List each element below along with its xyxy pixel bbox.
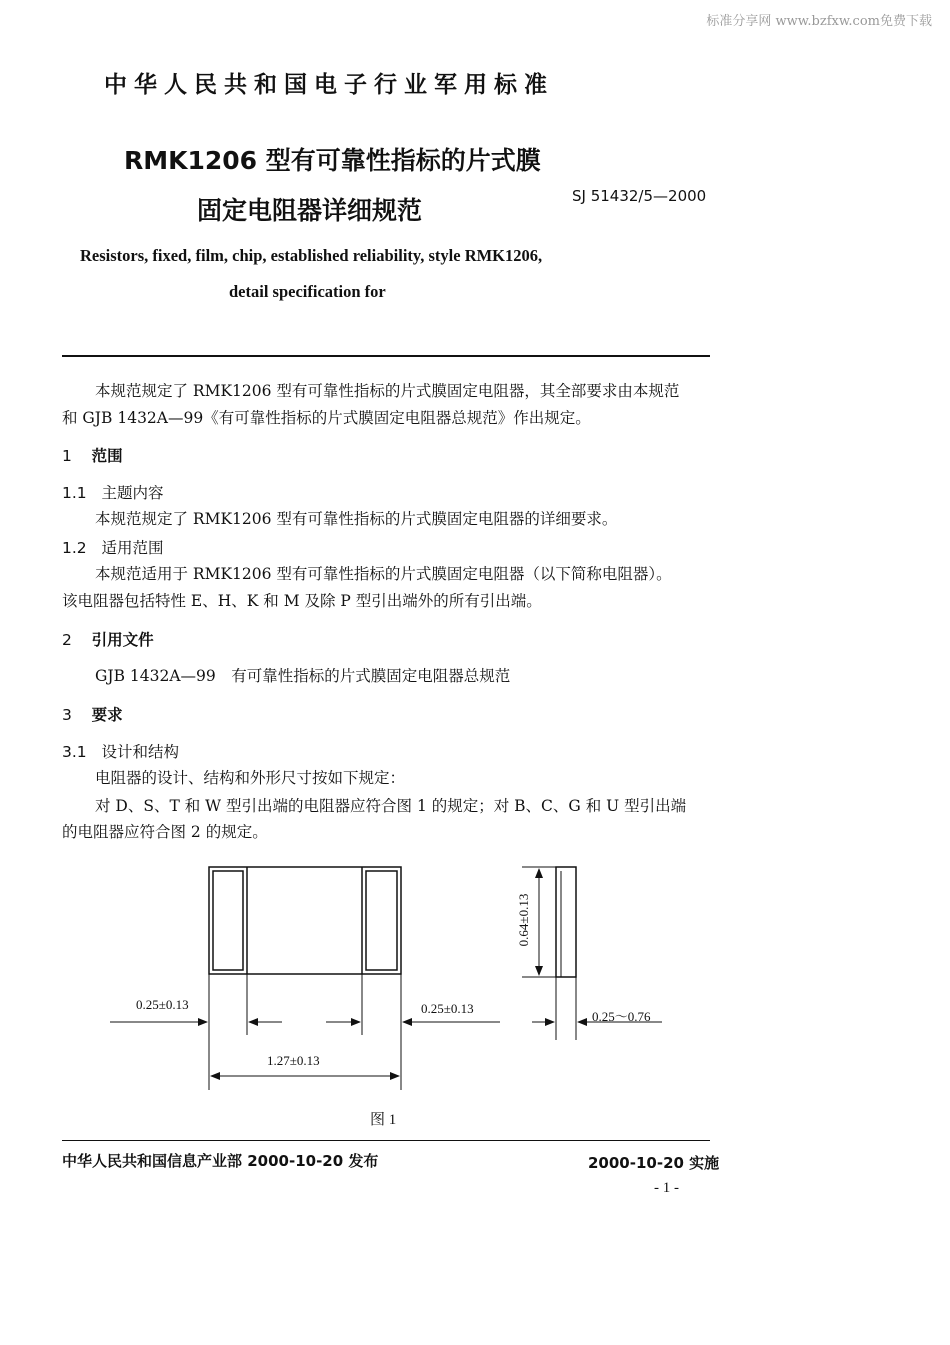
figure-caption: 图 1 [370,1112,397,1128]
section-1-1-title: 主题内容 [101,484,164,502]
dimension-left-label: 0.25±0.13 [136,997,189,1012]
standard-number: SJ 51432/5—2000 [572,187,707,205]
dimension-length-label: 1.27±0.13 [267,1053,320,1068]
issue-statement: 中华人民共和国信息产业部 2000-10-20 发布 [62,1152,379,1170]
dimension-side-label: 0.25～0.76 [592,1009,651,1024]
effective-date: 2000-10-20 实施 [588,1154,720,1172]
standard-body-title: 中华人民共和国电子行业军用标准 [104,72,554,98]
section-1-1-text: 本规范规定了 RMK1206 型有可靠性指标的片式膜固定电阻器的详细要求。 [95,510,618,528]
watermark: 标准分享网 www.bzfxw.com免费下载 [706,14,932,29]
section-2-title: 引用文件 [91,631,154,649]
section-2-reference: GJB 1432A—99 有可靠性指标的片式膜固定电阻器总规范 [95,667,511,685]
section-3-1-number: 3.1 [62,743,87,761]
section-1-1-number: 1.1 [62,484,87,502]
chip-body-outline [209,867,401,974]
section-3-1-line2: 对 D、S、T 和 W 型引出端的电阻器应符合图 1 的规定；对 B、C、G 和 U 型引出端 [95,797,687,815]
section-2-number: 2 [62,631,72,649]
section-3-title: 要求 [91,706,123,724]
chip-side-outline [556,867,576,977]
terminal-left-inner-box [213,871,243,970]
english-title-line2: detail specification for [229,282,386,301]
section-1-title: 范围 [91,447,123,465]
section-3-1-line1: 电阻器的设计、结构和外形尺寸按如下规定： [95,769,406,787]
footer-rule [62,1140,710,1141]
terminal-right-inner-box [366,871,397,970]
section-1-number: 1 [62,447,72,465]
section-3-number: 3 [62,706,72,724]
intro-line1: 本规范规定了 RMK1206 型有可靠性指标的片式膜固定电阻器，其全部要求由本规范 [95,382,680,400]
dimension-right-label: 0.25±0.13 [421,1001,474,1016]
section-1-2-title: 适用范围 [101,539,164,557]
dimension-height-label: 0.64±0.13 [516,893,531,947]
section-3-1-line3: 的电阻器应符合图 2 的规定。 [62,823,268,841]
section-3-1-title: 设计和结构 [101,743,179,761]
document-title-line1: RMK1206 型有可靠性指标的片式膜 [124,146,541,175]
document-title-line2: 固定电阻器详细规范 [197,196,423,225]
page-number: - 1 - [654,1180,679,1196]
section-1-2-number: 1.2 [62,539,87,557]
intro-line2: 和 GJB 1432A—99《有可靠性指标的片式膜固定电阻器总规范》作出规定。 [62,409,591,427]
section-1-2-line2: 该电阻器包括特性 E、H、K 和 M 及除 P 型引出端外的所有引出端。 [62,592,542,610]
english-title-line1: Resistors, fixed, film, chip, established reliability, style RMK1206, [80,246,543,265]
section-1-2-line1: 本规范适用于 RMK1206 型有可靠性指标的片式膜固定电阻器（以下简称电阻器）。 [95,565,672,583]
